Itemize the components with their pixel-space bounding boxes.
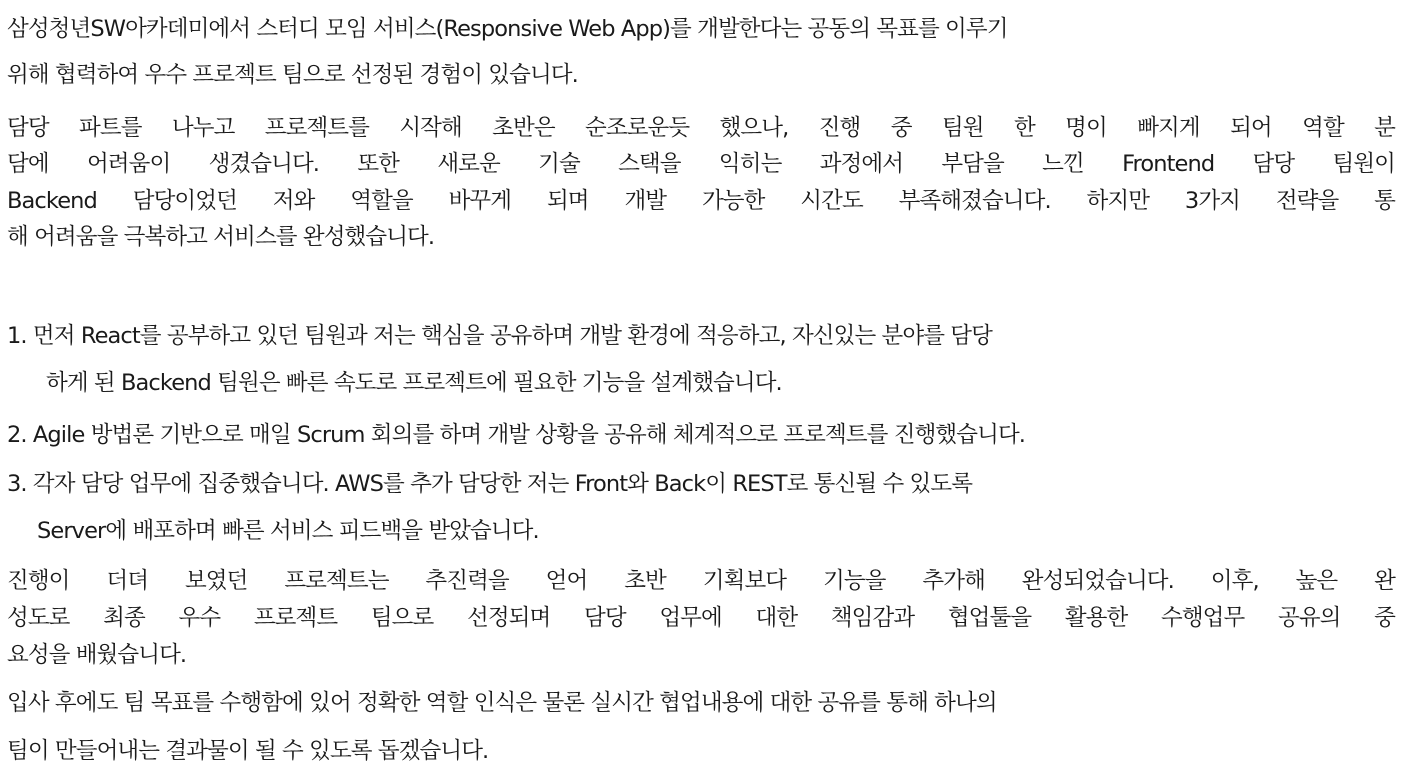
text-line: 팀이 만들어내는 결과물이 될 수 있도록 돕겠습니다.	[7, 738, 489, 764]
text-line: 요성을 배웠습니다.	[7, 642, 187, 668]
text-line: 진행이 더뎌 보였던 프로젝트는 추진력을 얻어 초반 기획보다 기능을 추가해 완성되었습니다. 이후, 높은 완	[7, 568, 1395, 594]
text-line: 해 어려움을 극복하고 서비스를 완성했습니다.	[7, 224, 435, 250]
text-line: 3. 각자 담당 업무에 집중했습니다. AWS를 추가 담당한 저는 Front와 Back이 REST로 통신될 수 있도록	[7, 471, 973, 497]
text-line: 성도로 최종 우수 프로젝트 팀으로 선정되며 담당 업무에 대한 책임감과 협업툴을 활용한 수행업무 공유의 중	[7, 605, 1395, 631]
text-line: 위해 협력하여 우수 프로젝트 팀으로 선정된 경험이 있습니다.	[7, 62, 578, 88]
text-line: 담당 파트를 나누고 프로젝트를 시작해 초반은 순조로운듯 했으나, 진행 중 팀원 한 명이 빠지게 되어 역할 분	[7, 115, 1395, 141]
text-line: 하게 된 Backend 팀원은 빠른 속도로 프로젝트에 필요한 기능을 설계했습니다.	[46, 370, 782, 396]
text-line: Backend 담당이었던 저와 역할을 바꾸게 되며 개발 가능한 시간도 부족해졌습니다. 하지만 3가지 전략을 통	[7, 188, 1395, 214]
text-line: 1. 먼저 React를 공부하고 있던 팀원과 저는 핵심을 공유하며 개발 환경에 적응하고, 자신있는 분야를 담당	[7, 323, 992, 349]
text-line: 2. Agile 방법론 기반으로 매일 Scrum 회의를 하며 개발 상황을 공유해 체계적으로 프로젝트를 진행했습니다.	[7, 422, 1026, 448]
text-line: 담에 어려움이 생겼습니다. 또한 새로운 기술 스택을 익히는 과정에서 부담을 느낀 Frontend 담당 팀원이	[7, 151, 1395, 177]
text-line: 삼성청년SW아카데미에서 스터디 모임 서비스(Responsive Web App)를 개발한다는 공동의 목표를 이루기	[7, 16, 1008, 42]
text-line: Server에 배포하며 빠른 서비스 피드백을 받았습니다.	[37, 518, 539, 544]
text-line: 입사 후에도 팀 목표를 수행함에 있어 정확한 역할 인식은 물론 실시간 협업내용에 대한 공유를 통해 하나의	[7, 690, 997, 716]
